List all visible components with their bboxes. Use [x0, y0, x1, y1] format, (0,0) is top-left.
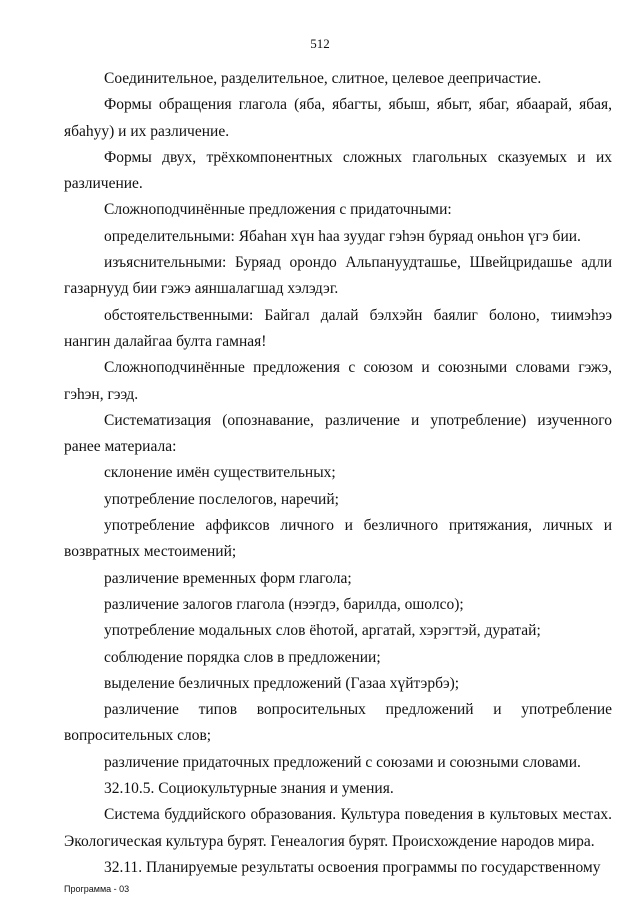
list-item: употребление аффиксов личного и безличного притяжания, личных и возвратных местоимений; — [64, 517, 612, 561]
paragraph: Сложноподчинённые предложения с придаточными: — [104, 201, 452, 219]
section-heading: 32.10.5. Социокультурные знания и умения. — [104, 780, 394, 798]
list-item: различение типов вопросительных предложений и употребление вопросительных слов; — [64, 701, 612, 745]
list-item: употребление послелогов, наречий; — [104, 490, 339, 508]
page-footer: Программа - 03 — [64, 884, 130, 894]
paragraph: Сложноподчинённые предложения с союзом и союзными словами гэжэ, гэһэн, гээд. — [64, 359, 612, 403]
paragraph: обстоятельственными: Байгал далай бэлхэйн баялиг болоно, тиимэһээ нангин далайгаа булта гамная! — [64, 306, 612, 350]
section-heading: 32.11. Планируемые результаты освоения программы по государственному — [104, 858, 601, 876]
page-body — [64, 66, 612, 881]
paragraph: определительными: Ябаһан хүн һаа зуудаг гэһэн буряад оньһон үгэ бии. — [104, 227, 581, 245]
paragraph: Формы обращения глагола (яба, ябагты, ябыш, ябыт, ябаг, ябаарай, ябая, ябаһуу) и их различение. — [64, 96, 612, 140]
list-item: выделение безличных предложений (Газаа хүйтэрбэ); — [104, 674, 460, 692]
page-number: 512 — [310, 36, 330, 51]
list-item: различение временных форм глагола; — [104, 569, 352, 587]
list-item: различение придаточных предложений с союзами и союзными словами. — [104, 753, 581, 771]
paragraph: Система буддийского образования. Культура поведения в культовых местах. Экологическая культура бурят. Генеалогия бурят. Происхождение народов мира. — [64, 806, 612, 850]
paragraph: Систематизация (опознавание, различение и употребление) изученного ранее материала: — [64, 411, 612, 456]
list-item: употребление модальных слов ёһотой, аргатай, хэрэгтэй, дуратай; — [104, 622, 541, 640]
paragraph: Формы двух, трёхкомпонентных сложных глагольных сказуемых и их различение. — [64, 148, 612, 193]
paragraph: изъяснительными: Буряад орондо Альпануудташье, Швейцридашье адли газарнууд бии гэжэ аяншалагшад хэлэдэг. — [64, 254, 612, 298]
list-item: склонение имён существительных; — [104, 464, 336, 482]
list-item: соблюдение порядка слов в предложении; — [104, 648, 381, 666]
paragraph: Соединительное, разделительное, слитное, целевое деепричастие. — [104, 70, 542, 87]
list-item: различение залогов глагола (нээгдэ, барилда, ошолсо); — [104, 595, 464, 613]
